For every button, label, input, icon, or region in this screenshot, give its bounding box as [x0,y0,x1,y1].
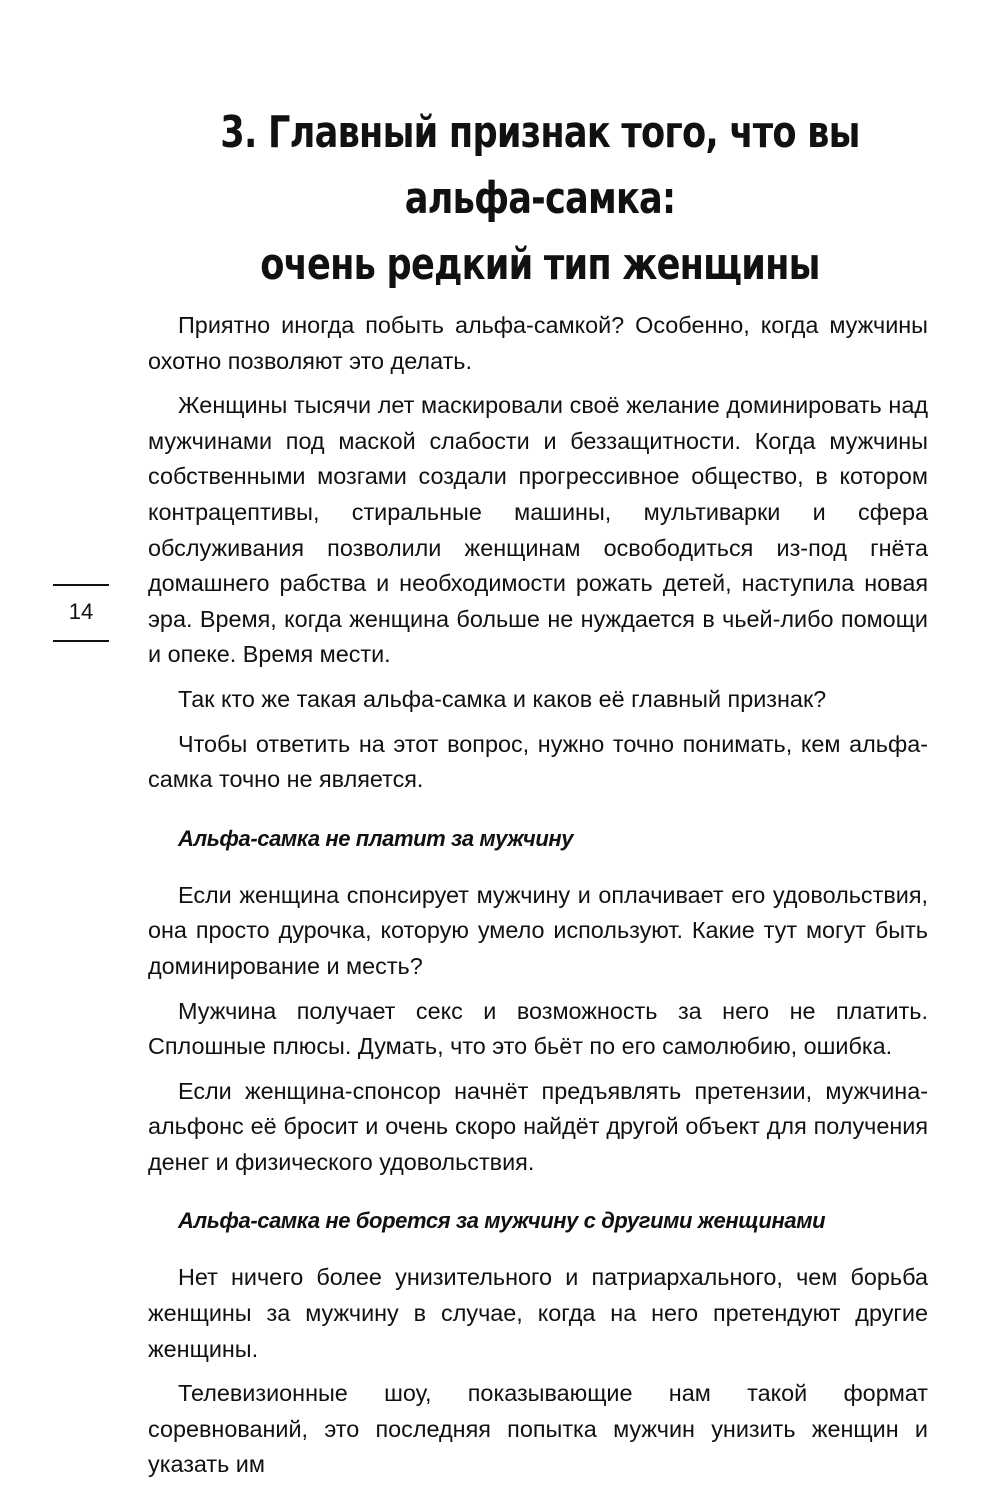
page-number-bottom-rule [53,640,109,642]
chapter-title [220,100,860,298]
chapter-title-line-2: очень редкий тип женщины [260,239,820,290]
body-text [148,308,928,1492]
page-number: 14 [68,599,94,624]
paragraph: Так кто же такая альфа-самка и каков её главный признак? [178,685,827,712]
paragraph: Мужчина получает секс и возможность за него не платить. Сплошные плюсы. Думать, что это бьёт по его самолюбию, ошибка. [148,997,928,1060]
paragraph: Нет ничего более унизительного и патриархального, чем борьба женщины за мужчину в случае, когда на него претендуют другие женщины. [148,1264,928,1362]
section-heading: Альфа-самка не борется за мужчину с другими женщинами [178,1208,826,1234]
page-number-marker [53,584,109,642]
section-heading: Альфа-самка не платит за мужчину [178,825,574,851]
paragraph: Женщины тысячи лет маскировали своё желание доминировать над мужчинами под маской слабости и беззащитности. Когда мужчины собственными мозгами создали прогрессивное общество, в котором контрацептивы, стиральные машины, мультиварки и сфера обслуживания позволили женщинам освободиться из-под гнёта домашнего рабства и необходимости рожать детей, наступила новая эра. Время, когда женщина больше не нуждается в чьей-либо помощи и опеке. Время мести. [148,392,928,668]
paragraph: Если женщина-спонсор начнёт предъявлять претензии, мужчина-альфонс её бросит и очень скоро найдёт другой объект для получения денег и физического удовольствия. [148,1077,928,1175]
paragraph: Если женщина спонсирует мужчину и оплачивает его удовольствия, она просто дурочка, которую умело используют. Какие тут могут быть доминирование и месть? [148,881,928,979]
chapter-title-line-1: 3. Главный признак того, что вы альфа-самка: [220,107,860,224]
paragraph: Приятно иногда побыть альфа-самкой? Особенно, когда мужчины охотно позволяют это делать. [148,312,928,374]
paragraph: Чтобы ответить на этот вопрос, нужно точно понимать, кем альфа-самка точно не является. [148,730,928,793]
paragraph: Телевизионные шоу, показывающие нам такой формат соревнований, это последняя попытка мужчин унизить женщин и указать им [148,1380,928,1478]
